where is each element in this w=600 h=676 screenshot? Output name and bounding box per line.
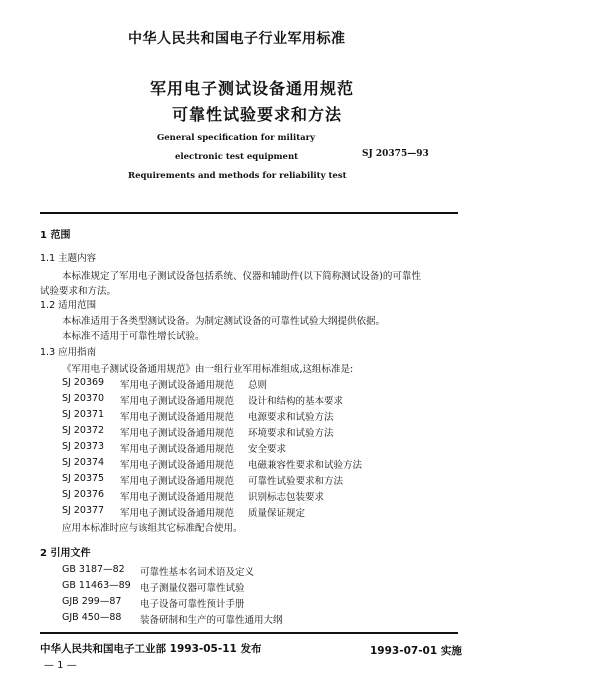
standard-part: 安全要求 (248, 444, 287, 455)
document-title-line1: 军用电子测试设备通用规范 (150, 79, 355, 98)
issuing-standard-category: 中华人民共和国电子行业军用标准 (128, 31, 346, 47)
standard-series: 军用电子测试设备通用规范 (120, 508, 235, 519)
standard-part: 环境要求和试验方法 (248, 428, 334, 439)
standard-code: SJ 20369 (62, 377, 105, 388)
section-1-heading: 1 范围 (40, 230, 71, 241)
standard-series: 军用电子测试设备通用规范 (120, 412, 235, 423)
section-1-2-heading: 1.2 适用范围 (40, 300, 97, 311)
section-1-1-heading: 1.1 主题内容 (40, 253, 97, 264)
page-number: — 1 — (44, 660, 77, 671)
reference-title: 电子设备可靠性预计手册 (140, 599, 245, 610)
standard-series: 军用电子测试设备通用规范 (120, 460, 235, 471)
standard-part: 识别标志包装要求 (248, 492, 325, 503)
section-1-3-heading: 1.3 应用指南 (40, 347, 97, 358)
standard-series: 军用电子测试设备通用规范 (120, 492, 235, 503)
reference-code: GB 11463—89 (62, 580, 131, 591)
standard-code: SJ 20374 (62, 457, 105, 468)
standard-code: SJ 20377 (62, 505, 105, 516)
standard-series: 军用电子测试设备通用规范 (120, 396, 235, 407)
standard-part: 电磁兼容性要求和试验方法 (248, 460, 363, 471)
english-title-line2: electronic test equipment (175, 152, 299, 162)
reference-code: GB 3187—82 (62, 564, 125, 575)
section-1-2-text-line1: 本标准适用于各类型测试设备。为制定测试设备的可靠性试验大纲提供依据。 (62, 316, 386, 327)
reference-title: 电子测量仪器可靠性试验 (140, 583, 245, 594)
standard-part: 总则 (248, 380, 268, 391)
standard-code: SJ 20370 (62, 393, 105, 404)
footer-divider (40, 632, 458, 634)
standard-series: 军用电子测试设备通用规范 (120, 444, 235, 455)
reference-code: GJB 299—87 (62, 596, 122, 607)
standard-part: 设计和结构的基本要求 (248, 396, 344, 407)
standard-part: 质量保证规定 (248, 508, 306, 519)
standard-code: SJ 20375 (62, 473, 105, 484)
english-title-line3: Requirements and methods for reliability test (128, 171, 347, 181)
standard-part: 电源要求和试验方法 (248, 412, 334, 423)
section-2-heading: 2 引用文件 (40, 548, 91, 559)
standard-code: SJ 20372 (62, 425, 105, 436)
header-divider (40, 212, 458, 214)
reference-title: 装备研制和生产的可靠性通用大纲 (140, 615, 283, 626)
section-1-1-text-line2: 试验要求和方法。 (40, 286, 117, 297)
standard-number: SJ 20375—93 (362, 149, 429, 159)
standard-part: 可靠性试验要求和方法 (248, 476, 344, 487)
reference-title: 可靠性基本名词术语及定义 (140, 567, 255, 578)
effective-date: 1993-07-01 实施 (370, 645, 462, 657)
document-title-line2: 可靠性试验要求和方法 (172, 105, 343, 124)
standard-series: 军用电子测试设备通用规范 (120, 428, 235, 439)
section-1-3-intro: 《军用电子测试设备通用规范》由一组行业军用标准组成,这组标准是: (62, 364, 354, 375)
reference-code: GJB 450—88 (62, 612, 122, 623)
section-1-3-outro: 应用本标准时应与该组其它标准配合使用。 (62, 523, 243, 534)
standard-series: 军用电子测试设备通用规范 (120, 380, 235, 391)
section-1-1-text-line1: 本标准规定了军用电子测试设备包括系统、仪器和辅助件(以下简称测试设备)的可靠性 (62, 271, 421, 282)
english-title-line1: General specification for military (157, 133, 316, 143)
standard-series: 军用电子测试设备通用规范 (120, 476, 235, 487)
issuer-and-release-date: 中华人民共和国电子工业部 1993-05-11 发布 (40, 643, 262, 655)
section-1-2-text-line2: 本标准不适用于可靠性增长试验。 (62, 331, 205, 342)
standard-code: SJ 20376 (62, 489, 105, 500)
standard-code: SJ 20371 (62, 409, 105, 420)
standard-code: SJ 20373 (62, 441, 105, 452)
